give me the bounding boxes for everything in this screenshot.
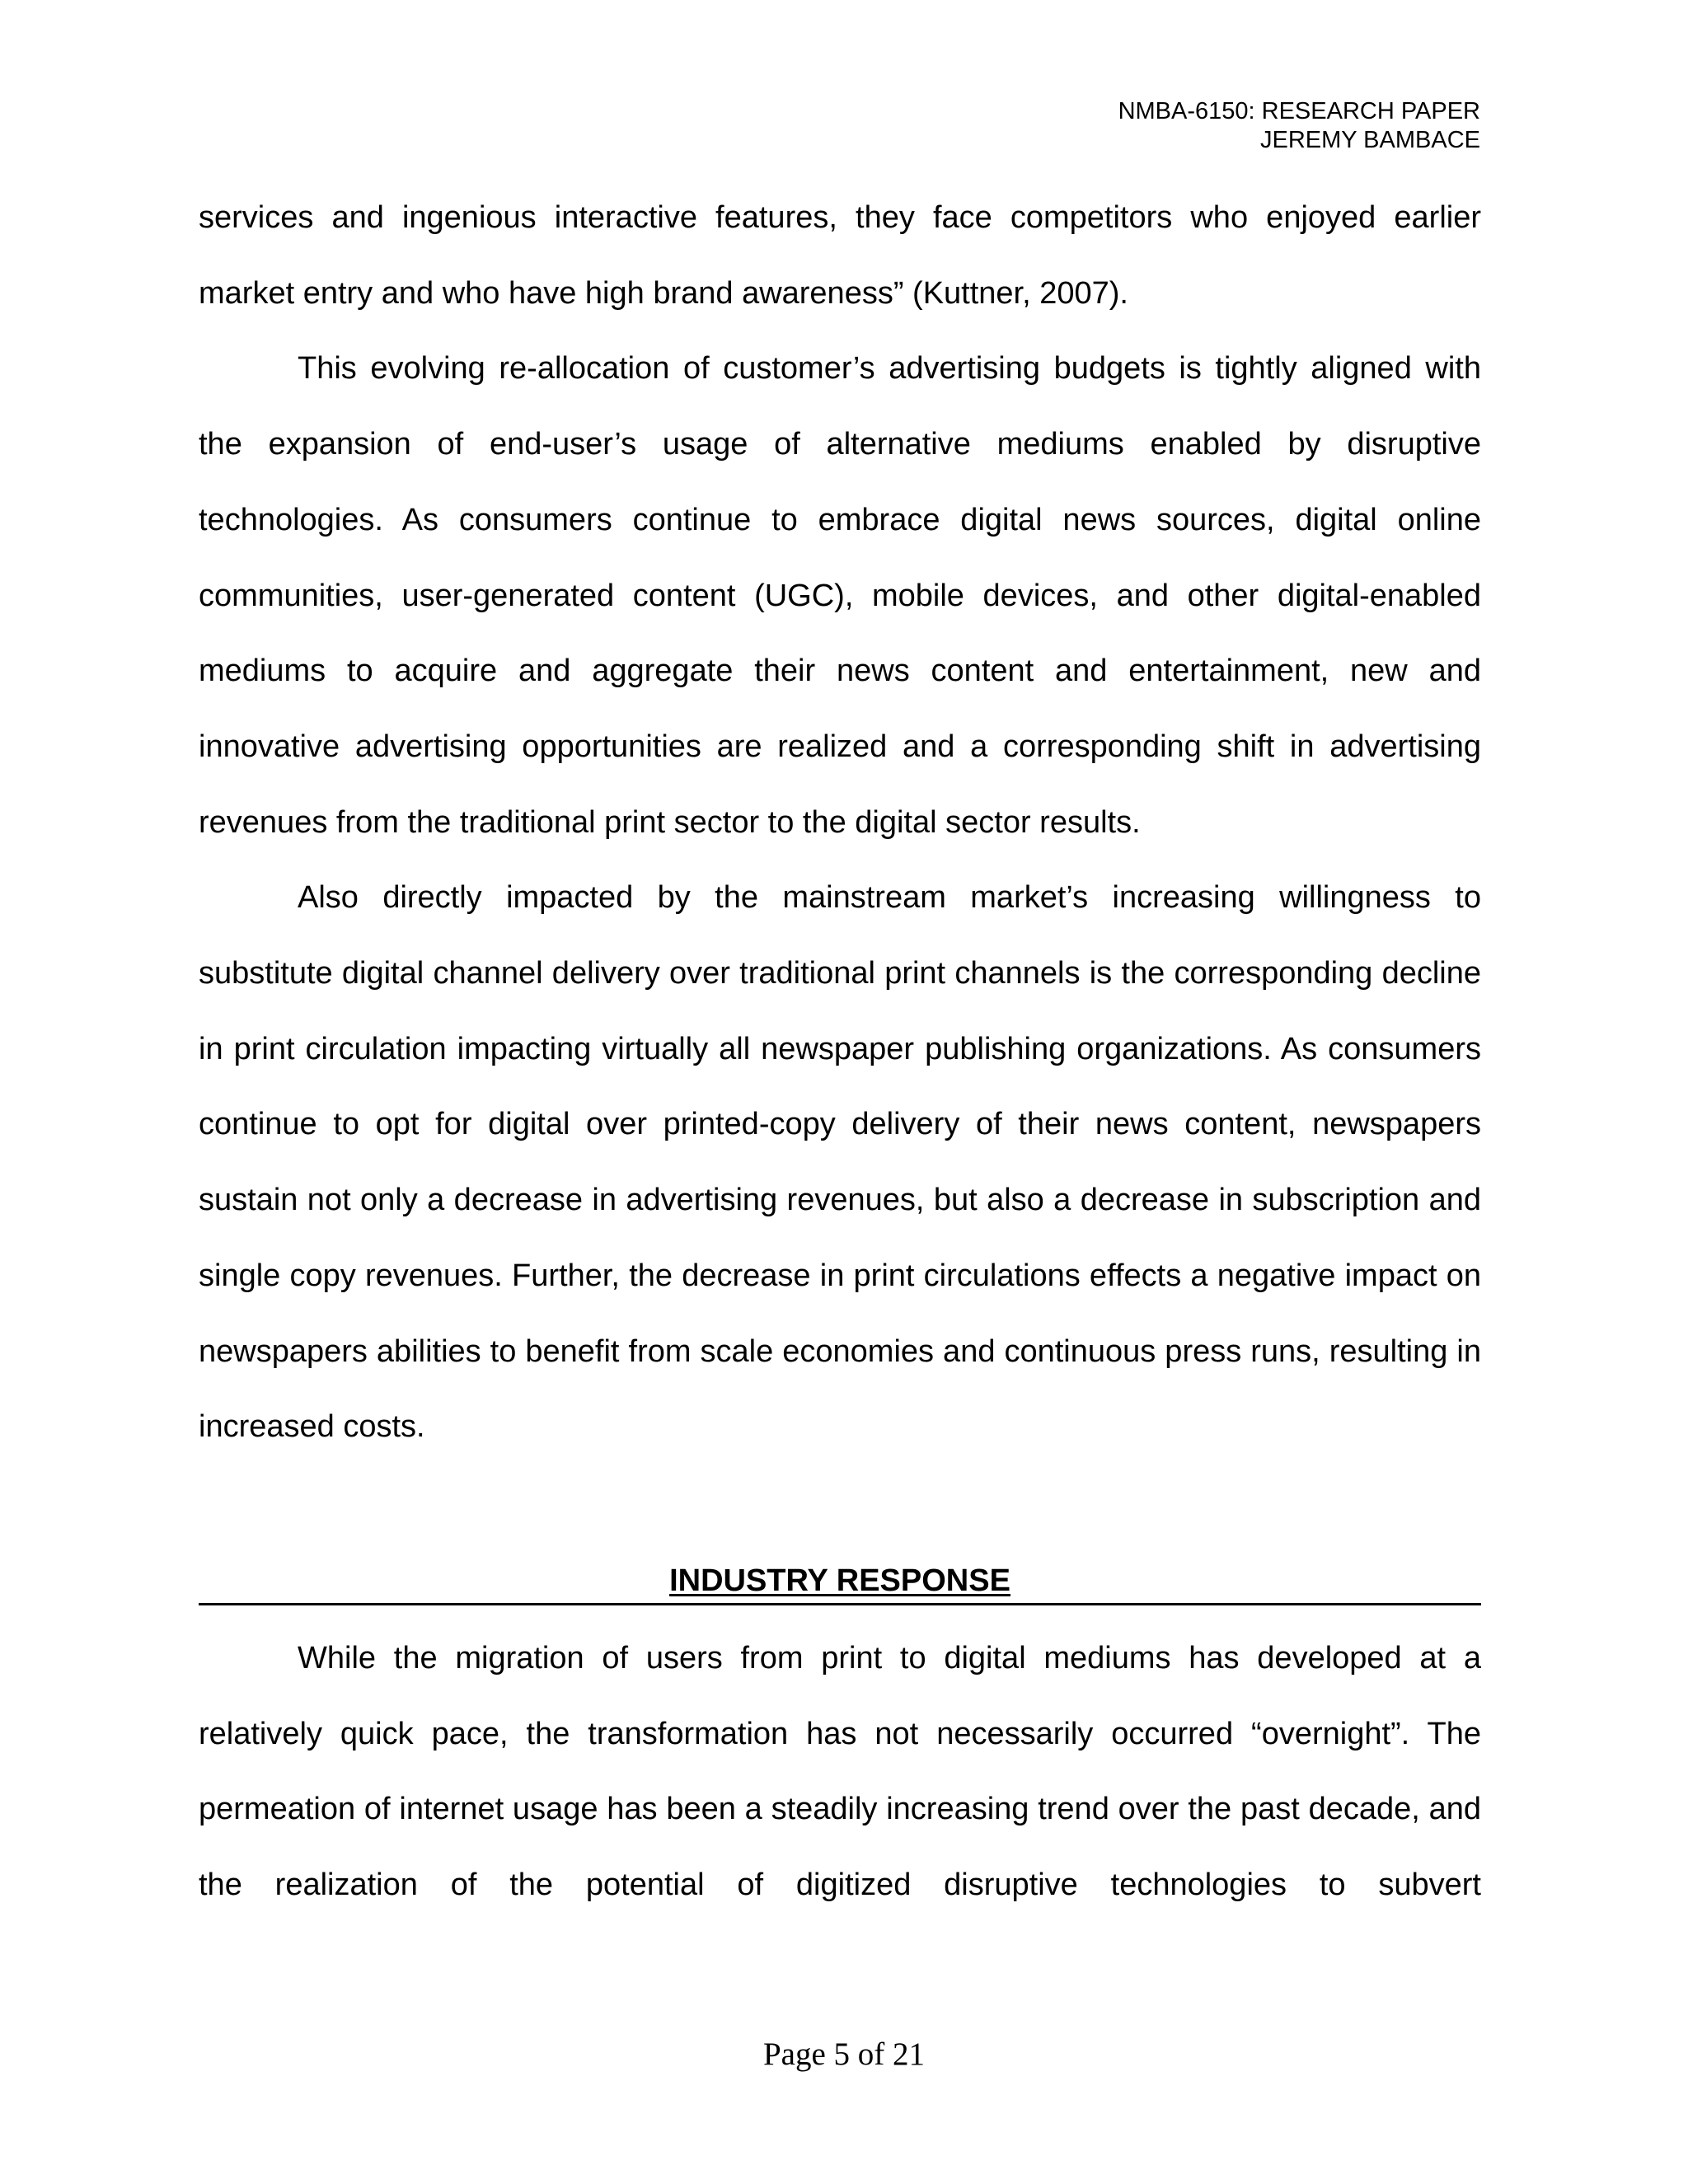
- paragraph-continued: services and ingenious interactive features, they face competitors who enjoyed earlier market entry and who have high brand awareness” (Kuttner, 2007).: [199, 200, 1481, 311]
- header-course-title: NMBA-6150: RESEARCH PAPER: [1118, 98, 1480, 124]
- paragraph: This evolving re-allocation of customer’s advertising budgets is tightly aligned with the expansion of end-user’s usage of alternative mediums enabled by disruptive technologies. As consumers continue to embrace digital news sources, digital online communities, user-generated content (UGC), mobile devices, and other digital-enabled mediums to acquire and aggregate their news content and entertainment, new and innovative advertising opportunities are realized and a corresponding shift in advertising revenues from the traditional print sector to the digital sector results.: [199, 351, 1481, 840]
- paragraph: Also directly impacted by the mainstream market’s increasing willingness to substitute digital channel delivery over traditional print channels is the corresponding decline in print circulation impacting virtually all newspaper publishing organizations. As consumers continue to opt for digital over printed-copy delivery of their news content, newspapers sustain not only a decrease in advertising revenues, but also a decrease in subscription and single copy revenues. Further, the decrease in print circulations effects a negative impact on newspapers abilities to benefit from scale economies and continuous press runs, resulting in increased costs.: [199, 880, 1481, 1445]
- header-author-name: JEREMY BAMBACE: [1260, 127, 1480, 153]
- paragraph: While the migration of users from print to digital mediums has developed at a relatively quick pace, the transformation has not necessarily occurred “overnight”. The permeation of internet usage has been a steadily increasing trend over the past decade, and the realization of the potential of digitized disruptive technologies to subvert: [199, 1641, 1481, 1903]
- page-number: Page 5 of 21: [762, 2036, 926, 2072]
- body-text-block: [199, 180, 1481, 1465]
- section-body-text: [199, 1621, 1481, 1924]
- section-heading-text: INDUSTRY RESPONSE: [669, 1563, 1010, 1598]
- section-heading: [199, 1560, 1481, 1605]
- running-header: [1118, 97, 1480, 155]
